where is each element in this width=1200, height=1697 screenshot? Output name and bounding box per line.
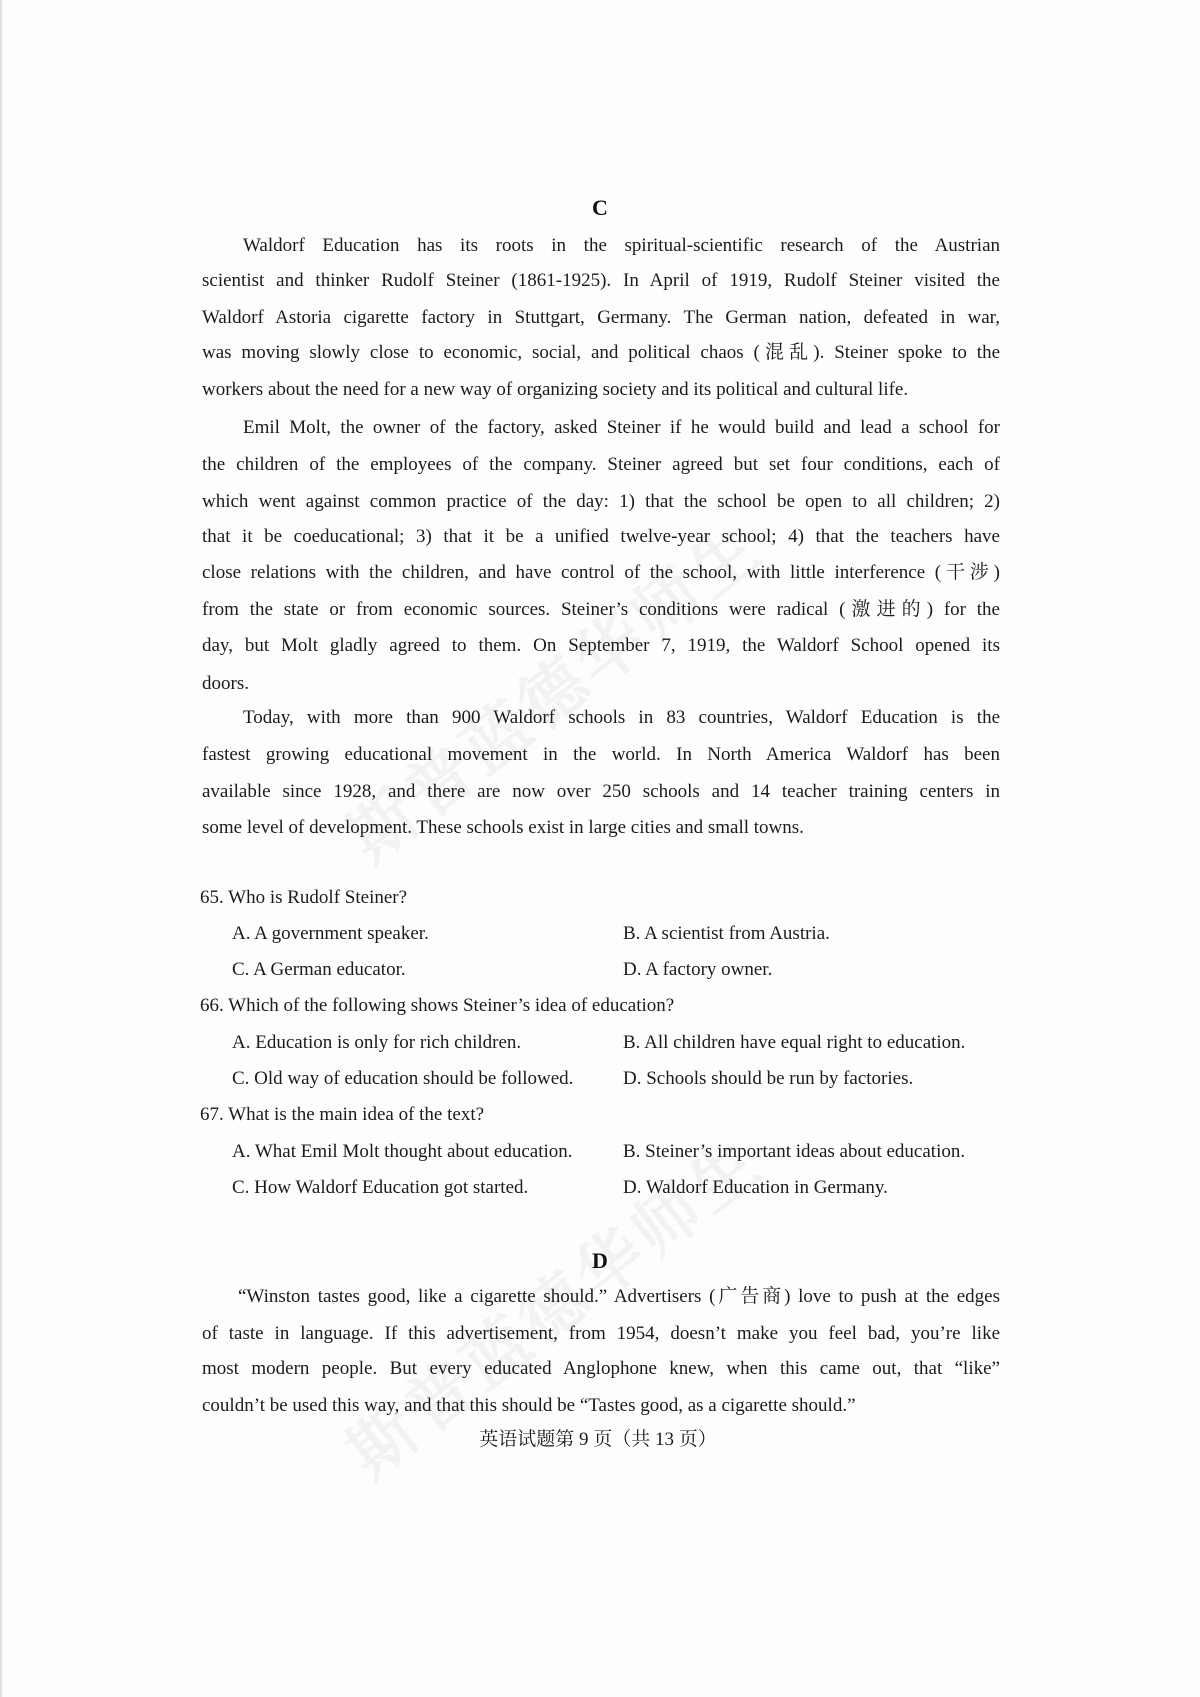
question-option: C. A German educator. [232, 959, 406, 980]
paragraph-line: day, but Molt gladly agreed to them. On September 7, 1919, the Waldorf School opened its [202, 635, 1000, 656]
question-option: B. All children have equal right to education. [623, 1032, 966, 1053]
paragraph-line: couldn’t be used this way, and that this should be “Tastes good, as a cigarette should.” [202, 1395, 856, 1416]
question-option: B. A scientist from Austria. [623, 923, 830, 944]
paragraph-line: was moving slowly close to economic, social, and political chaos (混乱). Steiner spoke to the [202, 342, 1000, 363]
question-stem-66: 66. Which of the following shows Steiner’s idea of education? [200, 995, 675, 1016]
question-option: A. A government speaker. [232, 923, 429, 944]
paragraph-line: scientist and thinker Rudolf Steiner (1861-1925). In April of 1919, Rudolf Steiner visited the [202, 270, 1000, 291]
question-option: C. How Waldorf Education got started. [232, 1177, 529, 1198]
paragraph-line: “Winston tastes good, like a cigarette should.” Advertisers (广告商) love to push at the edges [238, 1286, 1000, 1307]
question-stem-65: 65. Who is Rudolf Steiner? [200, 887, 408, 908]
paragraph-line: which went against common practice of the day: 1) that the school be open to all children; 2) [202, 491, 1000, 512]
paragraph-line: close relations with the children, and have control of the school, with little interference (干涉) [202, 562, 1000, 583]
question-option: D. Schools should be run by factories. [623, 1068, 914, 1089]
paragraph-line: Emil Molt, the owner of the factory, asked Steiner if he would build and lead a school for [243, 417, 1000, 438]
section-heading-d: D [592, 1248, 608, 1273]
paragraph-line: from the state or from economic sources. Steiner’s conditions were radical (激进的) for the [202, 599, 1000, 620]
question-option: C. Old way of education should be followed. [232, 1068, 574, 1089]
paragraph-line: Waldorf Astoria cigarette factory in Stuttgart, Germany. The German nation, defeated in war, [202, 307, 1000, 328]
paragraph-line: of taste in language. If this advertisement, from 1954, doesn’t make you feel bad, you’re like [202, 1323, 1000, 1344]
paragraph-line: available since 1928, and there are now over 250 schools and 14 teacher training centers in [202, 781, 1000, 802]
question-option: A. Education is only for rich children. [232, 1032, 522, 1053]
question-option: B. Steiner’s important ideas about education. [623, 1141, 966, 1162]
paragraph-line: the children of the employees of the company. Steiner agreed but set four conditions, each of [202, 454, 1000, 475]
paragraph-line: some level of development. These schools exist in large cities and small towns. [202, 817, 804, 838]
paragraph-line: fastest growing educational movement in the world. In North America Waldorf has been [202, 744, 1000, 765]
section-heading-c: C [592, 195, 608, 220]
paragraph-line: that it be coeducational; 3) that it be a unified twelve-year school; 4) that the teachers have [202, 526, 1000, 547]
page-footer: 英语试题第 9 页（共 13 页） [479, 1429, 717, 1450]
paragraph-line: doors. [202, 673, 249, 694]
paragraph-line: Today, with more than 900 Waldorf schools in 83 countries, Waldorf Education is the [243, 707, 1000, 728]
question-stem-67: 67. What is the main idea of the text? [200, 1104, 485, 1125]
question-option: A. What Emil Molt thought about education. [232, 1141, 573, 1162]
paragraph-line: workers about the need for a new way of organizing society and its political and cultural life. [202, 379, 909, 400]
question-option: D. Waldorf Education in Germany. [623, 1177, 888, 1198]
question-option: D. A factory owner. [623, 959, 773, 980]
paragraph-line: Waldorf Education has its roots in the spiritual-scientific research of the Austrian [243, 235, 1000, 256]
paragraph-line: most modern people. But every educated Anglophone knew, when this came out, that “like” [202, 1358, 1000, 1379]
